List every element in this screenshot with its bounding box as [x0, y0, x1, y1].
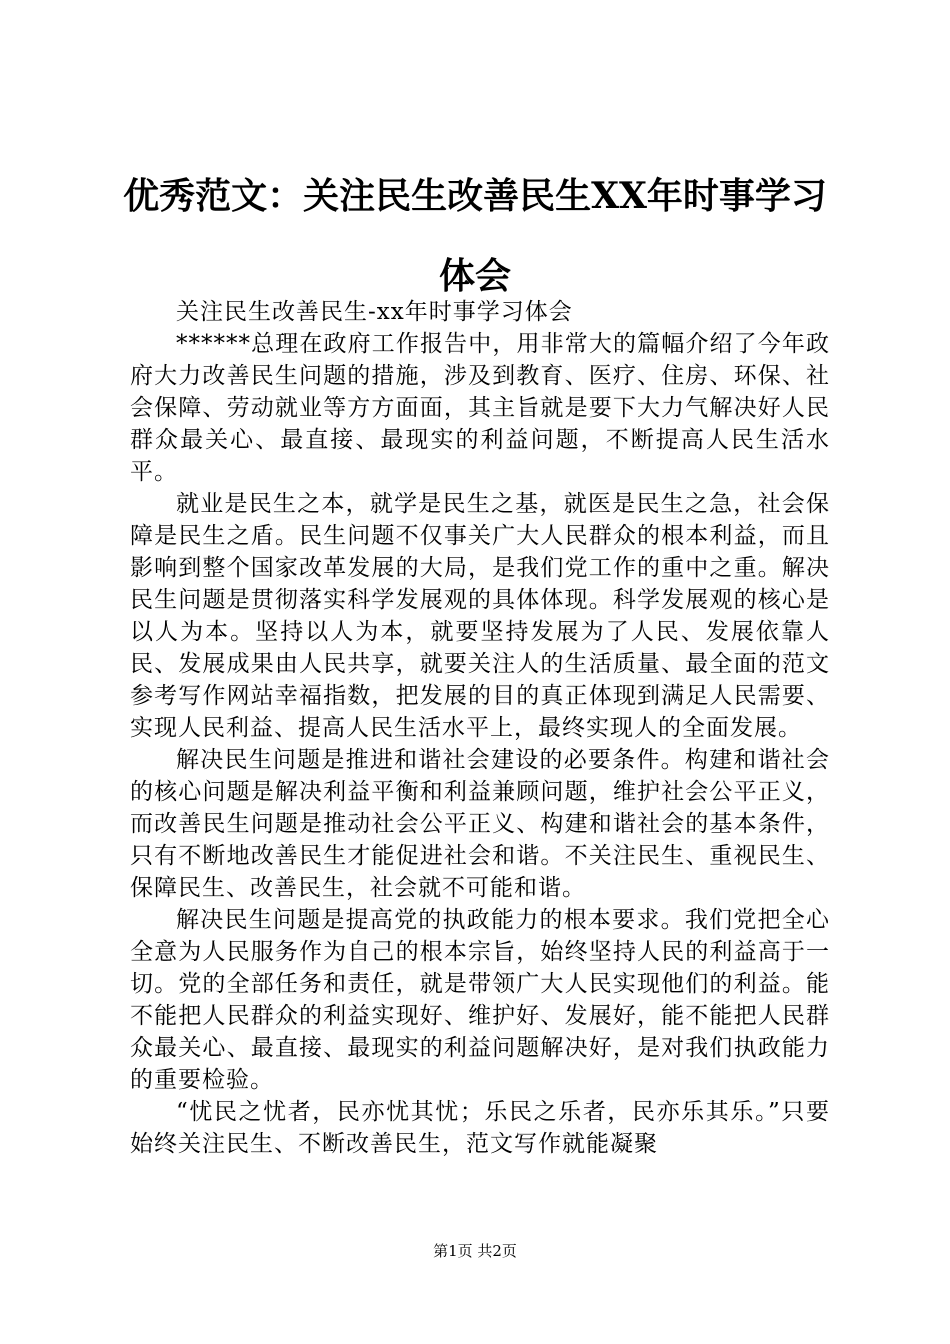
page-footer: 第1页 共2页	[433, 1242, 517, 1260]
body-paragraph: ******总理在政府工作报告中，用非常大的篇幅介绍了今年政府大力改善民生问题的措施，涉及到教育、医疗、住房、环保、社会保障、劳动就业等方方面面，其主旨就是要下大力气解决好人民群众最关心、最直接、最现实的利益问题，不断提高人民生活水平。	[130, 331, 830, 485]
body-paragraph: 解决民生问题是推进和谐社会建设的必要条件。构建和谐社会的核心问题是解决利益平衡和利益兼顾问题，维护社会公平正义，而改善民生问题是推动社会公平正义、构建和谐社会的基本条件，只有不断地改善民生才能促进社会和谐。不关注民生、重视民生、保障民生、改善民生，社会就不可能和谐。	[130, 747, 830, 901]
body-paragraph: “忧民之忧者，民亦忧其忧；乐民之乐者，民亦乐其乐。”只要始终关注民生、不断改善民生，范文写作就能凝聚	[130, 1099, 830, 1157]
body-paragraph: 解决民生问题是提高党的执政能力的根本要求。我们党把全心全意为人民服务作为自己的根本宗旨，始终坚持人民的利益高于一切。党的全部任务和责任，就是带领广大人民实现他们的利益。能不能把人民群众的利益实现好、维护好、发展好，能不能把人民群众最关心、最直接、最现实的利益问题解决好，是对我们执政能力的重要检验。	[130, 907, 830, 1093]
body-paragraph: 就业是民生之本，就学是民生之基，就医是民生之急，社会保障是民生之盾。民生问题不仅事关广大人民群众的根本利益，而且影响到整个国家改革发展的大局，是我们党工作的重中之重。解决民生问题是贯彻落实科学发展观的具体体现。科学发展观的核心是以人为本。坚持以人为本，就要坚持发展为了人民、发展依靠人民、发展成果由人民共享，就要关注人的生活质量、最全面的范文参考写作网站幸福指数，把发展的目的真正体现到满足人民需要、实现人民利益、提高人民生活水平上，最终实现人的全面发展。	[130, 491, 830, 741]
document-body	[130, 296, 830, 1160]
document-title: 优秀范文：关注民生改善民生XX年时事学习体会	[123, 175, 827, 297]
subtitle-paragraph: 关注民生改善民生-xx年时事学习体会	[176, 299, 573, 325]
